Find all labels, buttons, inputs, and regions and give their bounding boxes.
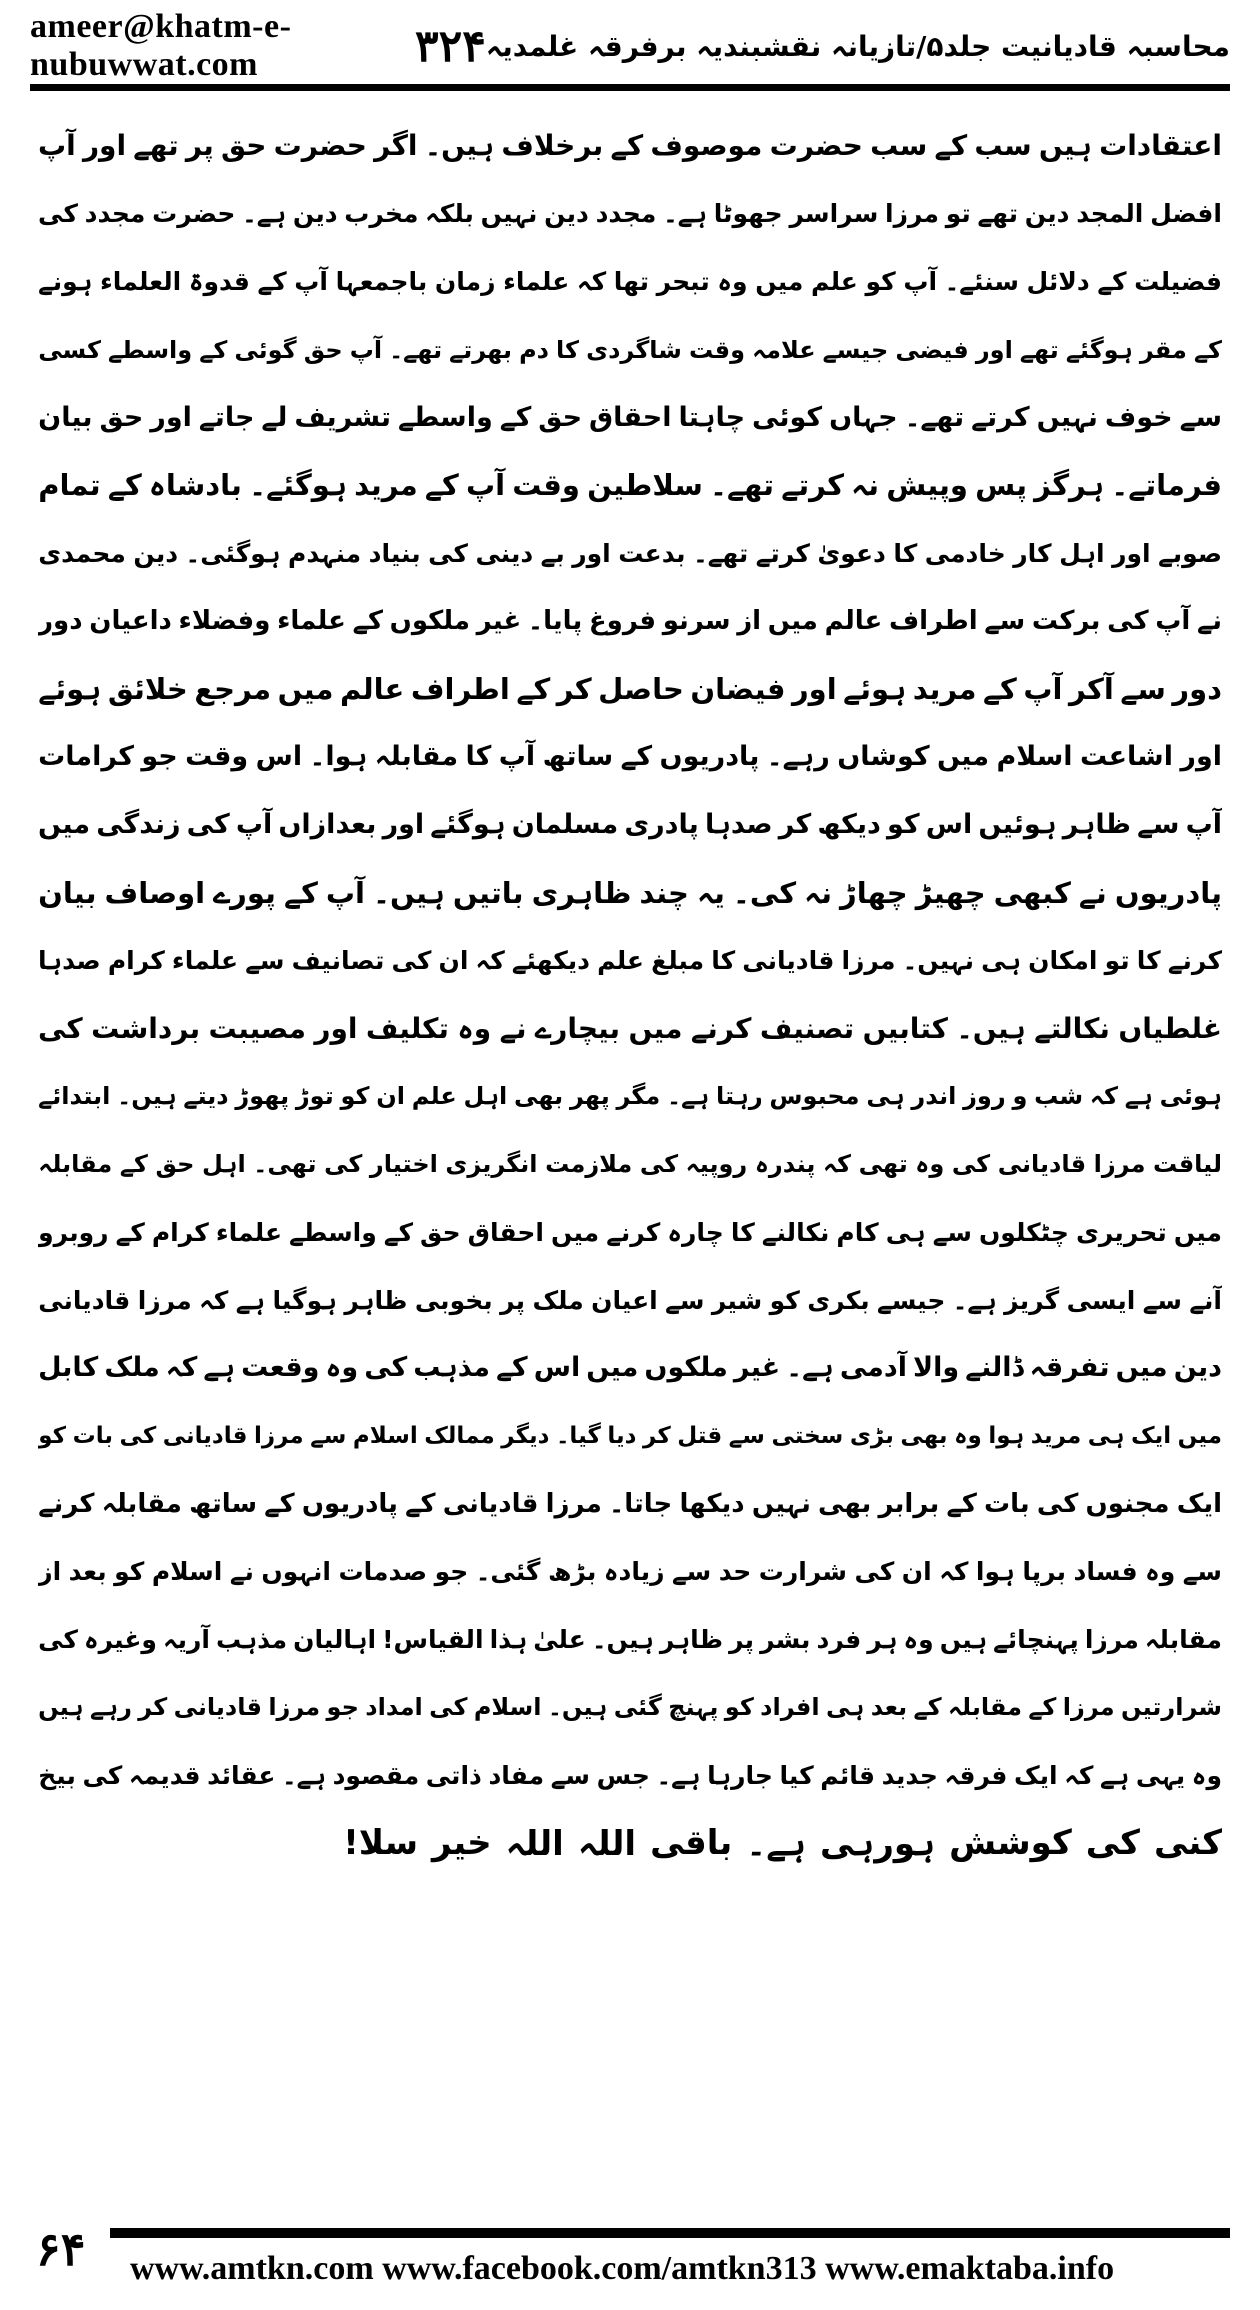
body-line: کرنے کا تو امکان ہی نہیں۔ مرزا قادیانی کا مبلغ علم دیکھئے کہ ان کی تصانیف سے علماء کرام صدہا (38, 946, 1222, 976)
body-line: اعتقادات ہیں سب کے سب حضرت موصوف کے برخلاف ہیں۔ اگر حضرت حق پر تھے اور آپ (38, 129, 1222, 163)
body-line: وہ یہی ہے کہ ایک فرقہ جدید قائم کیا جارہا ہے۔ جس سے مفاد ذاتی مقصود ہے۔ عقائد قدیمہ کی بیخ (38, 1760, 1222, 1790)
header-email[interactable]: ameer@khatm-e-nubuwwat.com (30, 8, 292, 83)
body-line: میں ایک ہی مرید ہوا وہ بھی بڑی سختی سے قتل کر دیا گیا۔ دیگر ممالک اسلام سے مرزا قادیانی کی بات کو (38, 1422, 1222, 1449)
footer-links[interactable]: www.amtkn.com www.facebook.com/amtkn313 www.emaktaba.info (130, 2250, 1115, 2287)
body-line: سے وہ فساد برپا ہوا کہ ان کی شرارت حد سے زیادہ بڑھ گئی۔ جو صدمات انہوں نے اسلام کو بعد از (38, 1557, 1222, 1587)
body-line: کنی کی کوشش ہورہی ہے۔ باقی اللہ اللہ خیر سلا! (343, 1823, 1222, 1864)
body-line: افضل المجد دین تھے تو مرزا سراسر جھوٹا ہے۔ مجدد دین نہیں بلکہ مخرب دین ہے۔ حضرت مجدد کی (38, 199, 1222, 229)
header-rule (30, 84, 1230, 91)
body-line: لیاقت مرزا قادیانی کی وہ تھی کہ پندرہ روپیہ کی ملازمت انگریزی اختیار کی تھی۔ اہل حق کے مقابلہ (38, 1150, 1222, 1179)
body-line: صوبے اور اہل کار خادمی کا دعویٰ کرتے تھے۔ بدعت اور بے دینی کی بنیاد منہدم ہوگئی۔ دین محمدی (38, 538, 1222, 568)
body-line: مقابلہ مرزا پہنچائے ہیں وہ ہر فرد بشر پر ظاہر ہیں۔ علیٰ ہذا القیاس! اہالیان مذہب آریہ وغیرہ کی (38, 1625, 1222, 1655)
body-text (38, 112, 1222, 2122)
page-header (30, 8, 1230, 83)
body-line: غلطیاں نکالتے ہیں۔ کتابیں تصنیف کرنے میں بیچارے نے وہ تکلیف اور مصیبت برداشت کی (38, 1012, 1222, 1046)
body-line: دور سے آکر آپ کے مرید ہوئے اور فیضان حاصل کر کے اطراف عالم میں مرجع خلائق ہوئے (38, 672, 1222, 707)
body-line: دین میں تفرقہ ڈالنے والا آدمی ہے۔ غیر ملکوں میں اس کے مذہب کی وہ وقعت ہے کہ ملک کابل (38, 1352, 1222, 1384)
body-line: ایک مجنوں کی بات کے برابر بھی نہیں دیکھا جاتا۔ مرزا قادیانی کے پادریوں کے ساتھ مقابلہ کرنے (38, 1488, 1222, 1519)
body-line: پادریوں نے کبھی چھیڑ چھاڑ نہ کی۔ یہ چند ظاہری باتیں ہیں۔ آپ کے پورے اوصاف بیان (38, 875, 1222, 910)
body-line: نے آپ کی برکت سے اطراف عالم میں از سرنو فروغ پایا۔ غیر ملکوں کے علماء وفضلاء داعیان دور (38, 606, 1222, 637)
body-line: فرماتے۔ ہرگز پس وپیش نہ کرتے تھے۔ سلاطین وقت آپ کے مرید ہوگئے۔ بادشاہ کے تمام (38, 468, 1222, 503)
body-line: آپ سے ظاہر ہوئیں اس کو دیکھ کر صدہا پادری مسلمان ہوگئے اور بعدازاں آپ کی زندگی میں (38, 809, 1222, 841)
header-book-title: محاسبہ قادیانیت جلد۵/تازیانہ نقشبندیہ برفرقہ غلمدیہ (485, 29, 1230, 63)
body-line: شرارتیں مرزا کے مقابلہ کے بعد ہی افراد کو پہنچ گئی ہیں۔ اسلام کی امداد جو مرزا قادیانی کر رہے ہیں (38, 1693, 1222, 1722)
body-line: اور اشاعت اسلام میں کوشاں رہے۔ پادریوں کے ساتھ آپ کا مقابلہ ہوا۔ اس وقت جو کرامات (38, 741, 1222, 773)
footer-page-number: ۶۴ (36, 2222, 86, 2276)
footer-rule (110, 2228, 1230, 2238)
header-left-group (30, 8, 486, 84)
body-line: کے مقر ہوگئے تھے اور فیضی جیسے علامہ وقت شاگردی کا دم بھرتے تھے۔ آپ حق گوئی کے واسطے کسی (38, 335, 1222, 364)
body-line: میں تحریری چٹکلوں سے ہی کام نکالنے کا چارہ کرنے میں احقاق حق کے واسطے علماء کرام کے روبرو (38, 1217, 1222, 1247)
body-line: سے خوف نہیں کرتے تھے۔ جہاں کوئی چاہتا احقاق حق کے واسطے تشریف لے جاتے اور حق بیان (38, 402, 1222, 433)
body-line: فضیلت کے دلائل سنئے۔ آپ کو علم میں وہ تبحر تھا کہ علماء زمان باجمعہا آپ کے قدوۃ العلماء ہونے (38, 267, 1222, 297)
header-page-number: ۳۲۴ (414, 20, 486, 72)
body-line: ہوئی ہے کہ شب و روز اندر ہی محبوس رہتا ہے۔ مگر پھر بھی اہل علم ان کو توڑ پھوڑ دیتے ہیں۔ ابتدائے (38, 1082, 1222, 1111)
body-line: آنے سے ایسی گریز ہے۔ جیسے بکری کو شیر سے اعیان ملک پر بخوبی ظاہر ہوگیا ہے کہ مرزا قادیانی (38, 1285, 1222, 1315)
